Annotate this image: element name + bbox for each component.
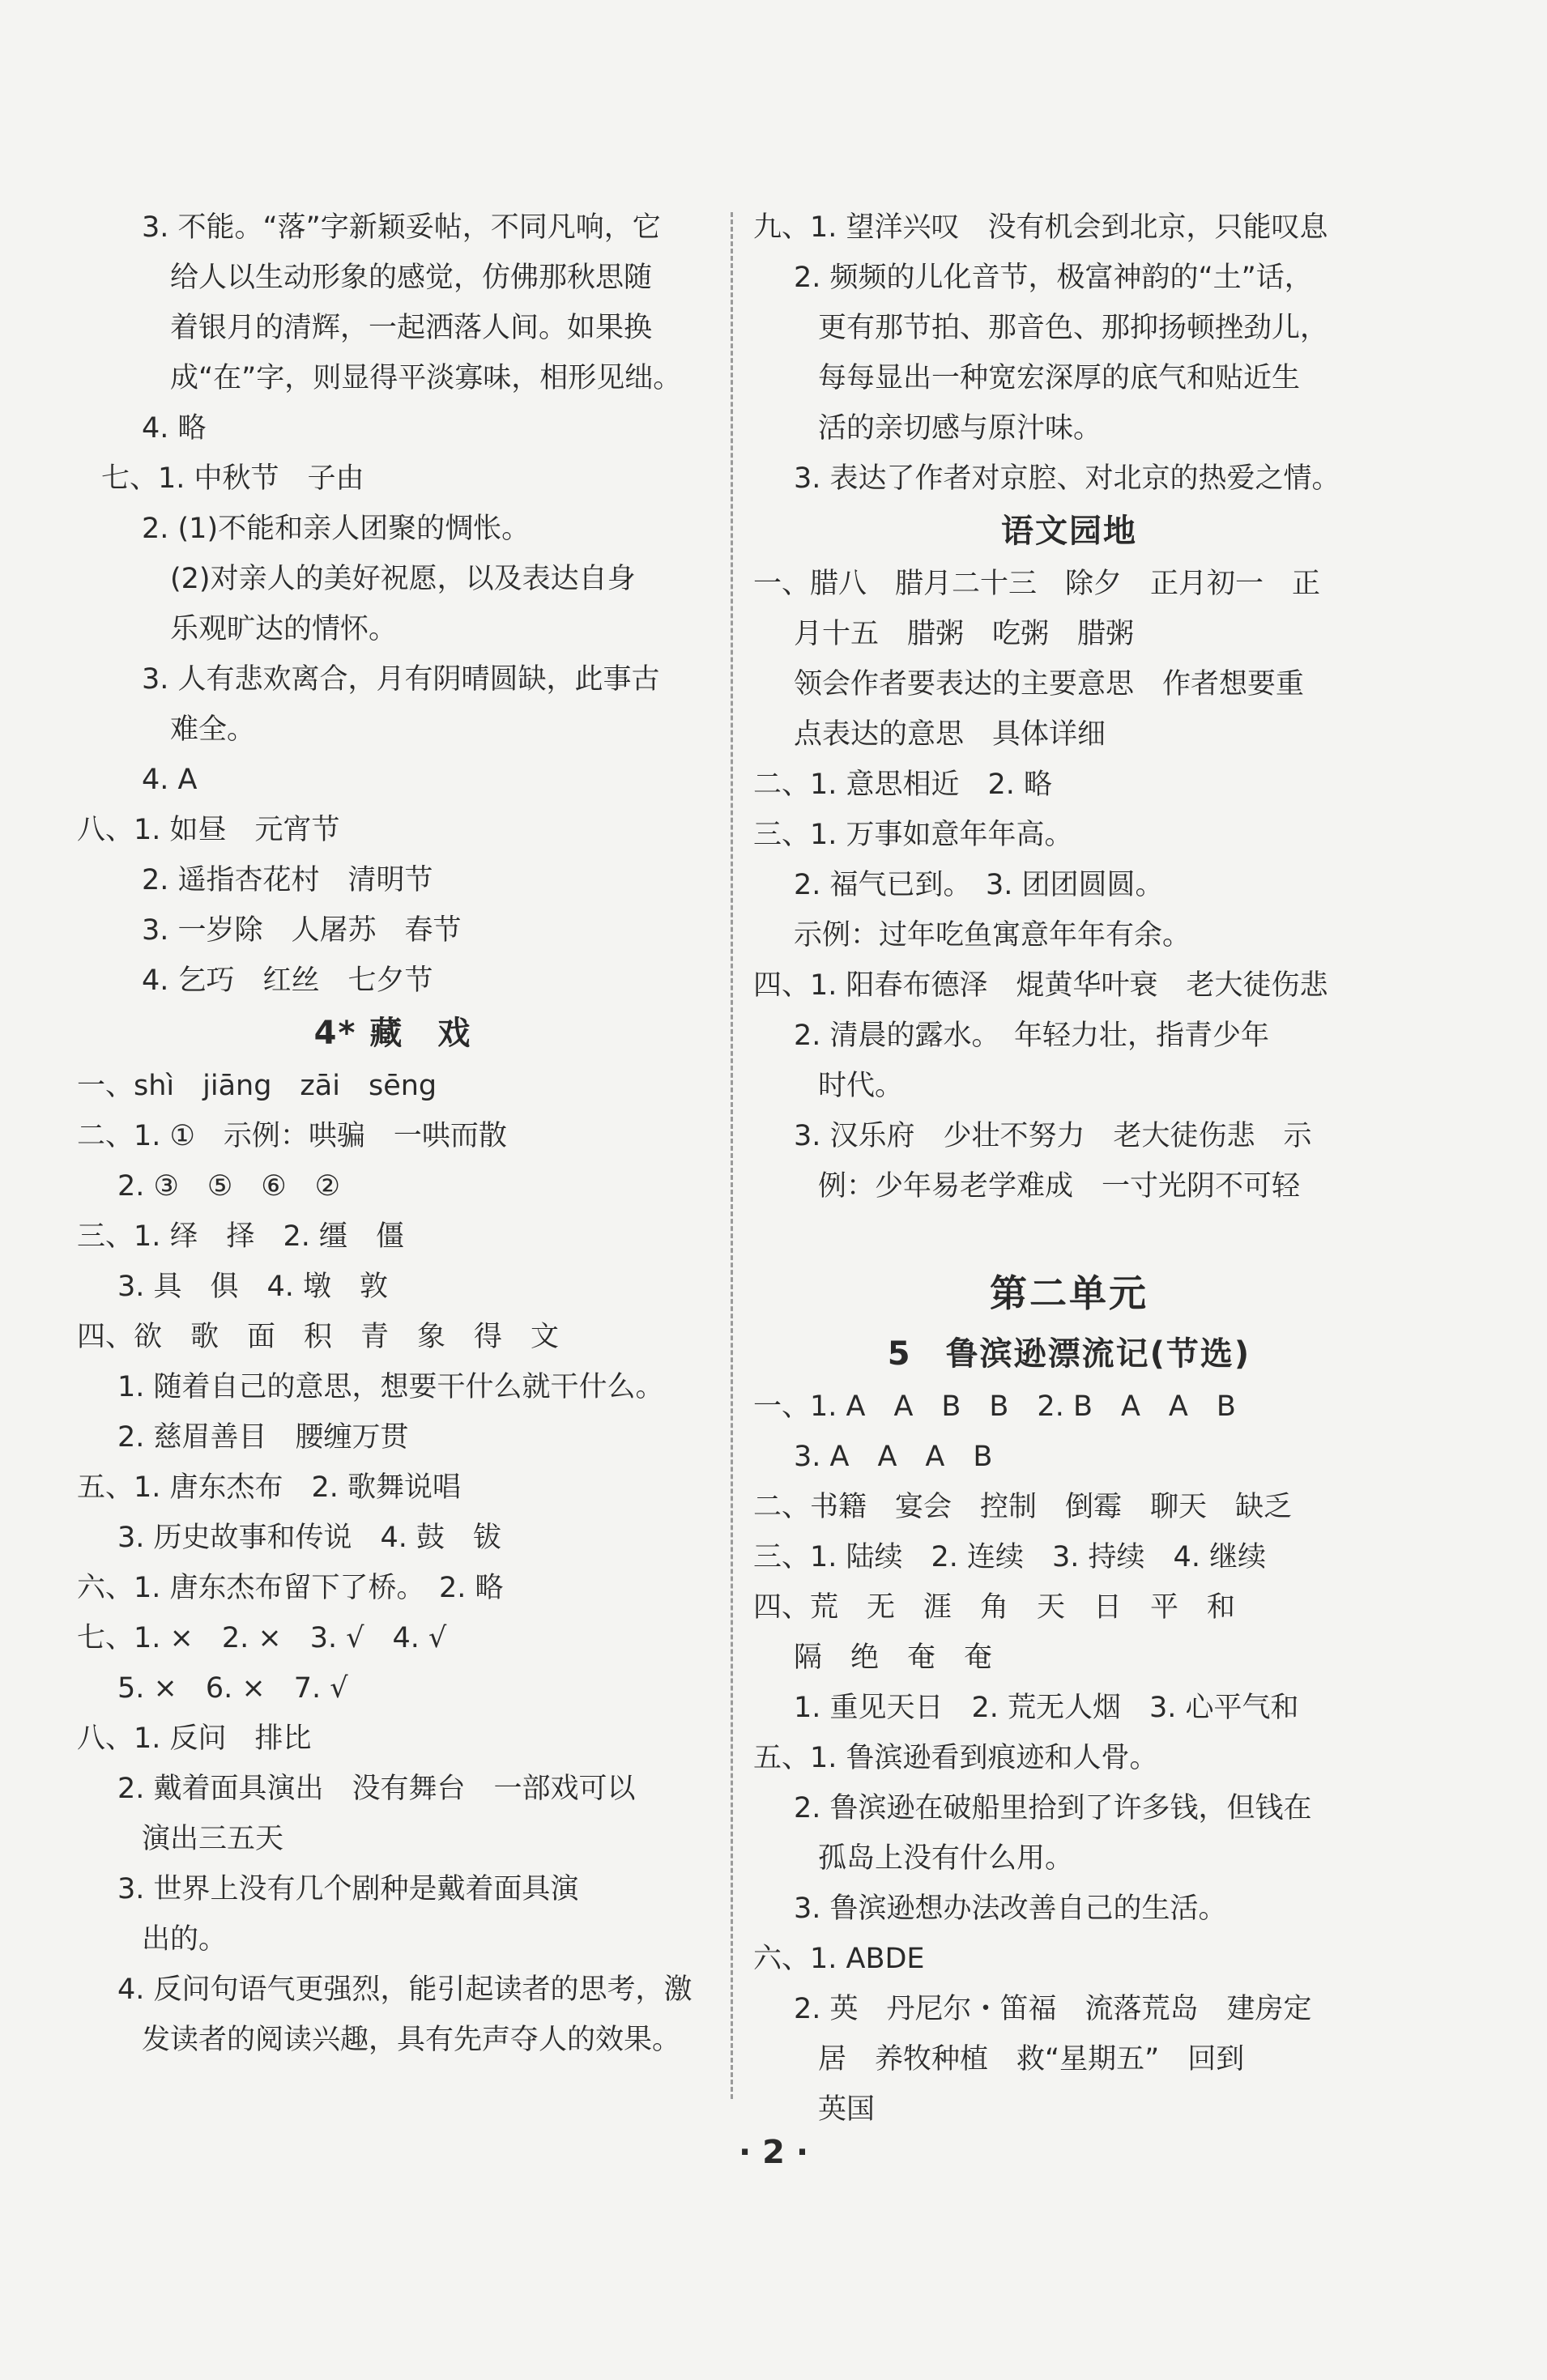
answer-line: 三、1. 绎 择 2. 缰 僵 xyxy=(77,1220,405,1253)
answer-line: 示例：过年吃鱼寓意年年有余。 xyxy=(794,919,1191,952)
answer-line: (2)对亲人的美好祝愿，以及表达自身 xyxy=(170,563,636,595)
answer-line: 1. 随着自己的意思，想要干什么就干什么。 xyxy=(117,1371,664,1403)
answer-line: 乐观旷达的情怀。 xyxy=(170,613,398,645)
answer-line: 时代。 xyxy=(818,1070,904,1102)
section-heading: 5 鲁滨逊漂流记(节选) xyxy=(887,1335,1251,1373)
answer-line: 一、腊八 腊月二十三 除夕 正月初一 正 xyxy=(753,568,1321,600)
answer-line: 难全。 xyxy=(170,713,256,746)
answer-line: 发读者的阅读兴趣，具有先声夺人的效果。 xyxy=(142,2024,681,2056)
answer-line: 4. A xyxy=(142,764,198,796)
answer-line: 一、1. A A B B 2. B A A B xyxy=(753,1390,1236,1423)
answer-line: 着银月的清辉，一起洒落人间。如果换 xyxy=(170,312,653,344)
answer-line: 点表达的意思 具体详细 xyxy=(794,718,1106,751)
answer-line: 3. 具 俱 4. 墩 敦 xyxy=(117,1271,389,1303)
section-heading: 4* 藏 戏 xyxy=(313,1015,472,1052)
answer-line: 领会作者要表达的主要意思 作者想要重 xyxy=(794,668,1305,700)
answer-line: 二、1. 意思相近 2. 略 xyxy=(753,768,1053,801)
answer-line: 2. 遥指杏花村 清明节 xyxy=(142,864,433,896)
answer-line: 孤岛上没有什么用。 xyxy=(818,1842,1074,1875)
answer-line: 2. 英 丹尼尔・笛福 流落荒岛 建房定 xyxy=(794,1993,1312,2025)
answer-line: 4. 反问句语气更强烈，能引起读者的思考，激 xyxy=(117,1973,693,2006)
answer-line: 2. (1)不能和亲人团聚的惆怅。 xyxy=(142,513,531,545)
page-number: · 2 · xyxy=(738,2134,809,2171)
answer-line: 3. A A A B xyxy=(794,1441,993,1473)
answer-line: 2. 频频的儿化音节，极富神韵的“土”话， xyxy=(794,262,1313,294)
answer-line: 七、1. 中秋节 子由 xyxy=(101,462,364,495)
answer-line: 1. 重见天日 2. 荒无人烟 3. 心平气和 xyxy=(794,1692,1299,1724)
answer-line: 每每显出一种宽宏深厚的底气和贴近生 xyxy=(818,362,1301,394)
answer-line: 一、shì jiāng zāi sēng xyxy=(77,1070,437,1102)
answer-line: 五、1. 鲁滨逊看到痕迹和人骨。 xyxy=(753,1742,1158,1774)
answer-line: 三、1. 万事如意年年高。 xyxy=(753,819,1073,851)
answer-line: 七、1. × 2. × 3. √ 4. √ xyxy=(77,1622,447,1654)
right-column xyxy=(753,202,1385,2135)
section-heading: 语文园地 xyxy=(1001,513,1137,550)
right-column-bottom xyxy=(753,1326,1385,2135)
answer-line: 3. 世界上没有几个剧种是戴着面具演 xyxy=(117,1873,579,1905)
answer-line: 四、1. 阳春布德泽 焜黄华叶衰 老大徒伤悲 xyxy=(753,969,1328,1002)
answer-line: 3. 人有悲欢离合，月有阴晴圆缺，此事古 xyxy=(142,663,660,696)
answer-line: 3. 历史故事和传说 4. 鼓 钹 xyxy=(117,1522,502,1554)
answer-line: 八、1. 如昼 元宵节 xyxy=(77,814,340,846)
answer-line: 3. 汉乐府 少壮不努力 老大徒伤悲 示 xyxy=(794,1120,1312,1152)
answer-line: 月十五 腊粥 吃粥 腊粥 xyxy=(794,618,1135,650)
answer-line: 5. × 6. × 7. √ xyxy=(117,1672,348,1705)
answer-line: 四、荒 无 涯 角 天 日 平 和 xyxy=(753,1591,1236,1624)
answer-line: 九、1. 望洋兴叹 没有机会到北京，只能叹息 xyxy=(753,211,1328,244)
answer-line: 隔 绝 奄 奄 xyxy=(794,1641,993,1674)
answer-line: 更有那节拍、那音色、那抑扬顿挫劲儿， xyxy=(818,312,1329,344)
answer-line: 三、1. 陆续 2. 连续 3. 持续 4. 继续 xyxy=(753,1541,1267,1573)
answer-line: 2. 清晨的露水。 年轻力壮，指青少年 xyxy=(794,1020,1270,1052)
answer-line: 居 养牧种植 救“星期五” 回到 xyxy=(818,2043,1245,2076)
answer-line: 2. 鲁滨逊在破船里拾到了许多钱，但钱在 xyxy=(794,1792,1312,1824)
answer-line: 3. 一岁除 人屠苏 春节 xyxy=(142,914,462,947)
answer-line: 英国 xyxy=(818,2093,876,2126)
answer-line: 4. 乞巧 红丝 七夕节 xyxy=(142,964,433,997)
answer-line: 六、1. ABDE xyxy=(753,1943,925,1975)
answer-line: 成“在”字，则显得平淡寡味，相形见绌。 xyxy=(170,362,682,394)
answer-line: 2. ③ ⑤ ⑥ ② xyxy=(117,1170,341,1203)
answer-line: 3. 不能。“落”字新颖妥帖，不同凡响，它 xyxy=(142,211,661,244)
answer-line: 3. 表达了作者对京腔、对北京的热爱之情。 xyxy=(794,462,1340,495)
answer-line: 2. 福气已到。 3. 团团圆圆。 xyxy=(794,869,1164,901)
answer-line: 出的。 xyxy=(142,1923,228,1956)
answer-line: 演出三五天 xyxy=(142,1823,284,1855)
column-divider xyxy=(731,212,733,2099)
right-column-top xyxy=(753,202,1385,1211)
answer-line: 六、1. 唐东杰布留下了桥。 2. 略 xyxy=(77,1572,504,1604)
answer-line: 3. 鲁滨逊想办法改善自己的生活。 xyxy=(794,1893,1227,1925)
answer-line: 二、书籍 宴会 控制 倒霉 聊天 缺乏 xyxy=(753,1491,1293,1523)
answer-line: 五、1. 唐东杰布 2. 歌舞说唱 xyxy=(77,1471,462,1504)
answer-line: 例：少年易老学难成 一寸光阴不可轻 xyxy=(818,1170,1301,1203)
answer-line: 四、欲 歌 面 积 青 象 得 文 xyxy=(77,1321,560,1353)
unit-title: 第二单元 xyxy=(990,1271,1149,1315)
answer-line: 给人以生动形象的感觉，仿佛那秋思随 xyxy=(170,262,653,294)
left-column xyxy=(77,202,709,2065)
answer-line: 二、1. ① 示例：哄骗 一哄而散 xyxy=(77,1120,507,1152)
answer-line: 4. 略 xyxy=(142,412,207,445)
answer-line: 2. 慈眉善目 腰缠万贯 xyxy=(117,1421,409,1454)
answer-line: 2. 戴着面具演出 没有舞台 一部戏可以 xyxy=(117,1773,636,1805)
answer-line: 活的亲切感与原汁味。 xyxy=(818,412,1102,445)
answer-line: 八、1. 反问 排比 xyxy=(77,1722,312,1755)
